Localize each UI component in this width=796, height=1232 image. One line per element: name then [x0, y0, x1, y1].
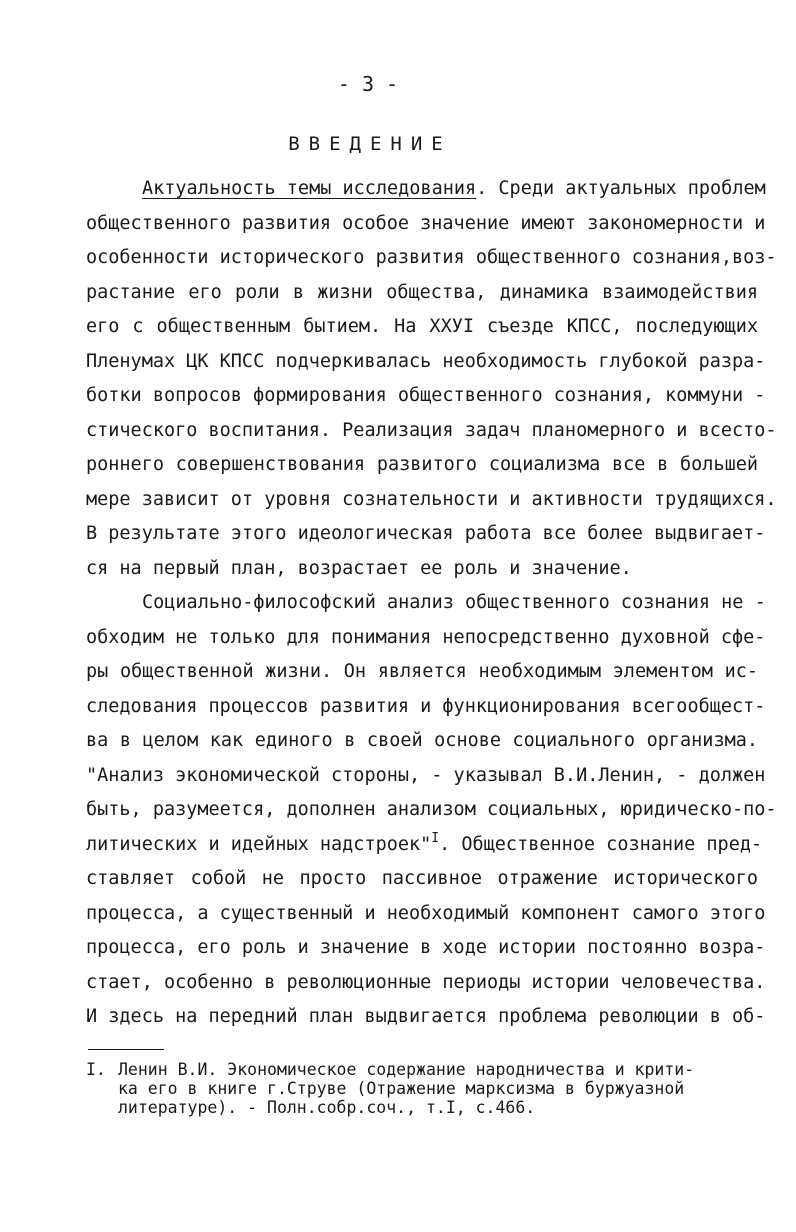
- text-line: ры общественной жизни. Он является необходимым элементом ис-: [86, 661, 758, 682]
- footnote-divider: [88, 1049, 164, 1050]
- text-fragment: литических и идейных надстроек": [86, 833, 432, 855]
- page-number: - 3 -: [337, 72, 399, 96]
- text-line: обходим не только для понимания непосредственно духовной сфе-: [86, 626, 766, 648]
- body-text: [86, 172, 777, 1035]
- text-line: ботки вопросов формирования общественного сознания, коммуни -: [86, 385, 766, 406]
- text-line: ся на первый план, возрастает ее роль и значение.: [86, 557, 632, 579]
- text-line: И здесь на передний план выдвигается проблема революции в об-: [86, 1006, 766, 1027]
- text-line: его с общественным бытием. На ХХУI съезде КПСС, последующих: [86, 316, 758, 337]
- footnote-row: [86, 1060, 758, 1117]
- footnote: [86, 1060, 758, 1117]
- text-line: мере зависит от уровня сознательности и активности трудящихся.: [86, 488, 777, 510]
- text-line: ва в целом как единого в своей основе социального организма.: [86, 730, 758, 751]
- paragraph-lead-underlined: Актуальность темы исследования: [142, 178, 477, 199]
- text-line: В результате этого идеологическая работа все более выдвигает-: [86, 523, 766, 544]
- footnote-text: [118, 1060, 758, 1117]
- text-line: процесса, а существенный и необходимый компонент самого этого: [86, 902, 766, 924]
- text-line: Социально-философский анализ общественного сознания не -: [142, 592, 766, 613]
- text-line: общественного развития особое значение имеют закономерности и: [86, 212, 766, 234]
- text-line: стического воспитания. Реализация задач планомерного и всесто-: [86, 419, 777, 441]
- text-line: стает, особенно в революционные периоды истории человечества.: [86, 971, 766, 993]
- footnote-line: ка его в книге г.Струве (Отражение марксизма в буржуазной: [118, 1079, 685, 1098]
- text-line: роннего совершенствования развитого социализма все в большей: [86, 454, 758, 475]
- text-line: [86, 828, 763, 863]
- footnote-marker: I.: [86, 1060, 106, 1079]
- text-line: быть, разумеется, дополнен анализом социальных, юридическо-по-: [86, 799, 777, 820]
- text-line: ставляет собой не просто пассивное отражение исторического: [86, 868, 758, 889]
- text-line: следования процессов развития и функционирования всегообщест-: [86, 695, 766, 717]
- footnote-line: Ленин В.И. Экономическое содержание народничества и крити-: [118, 1060, 695, 1079]
- text-line: растание его роли в жизни общества, динамика взаимодействия: [86, 281, 758, 303]
- text-line: процесса, его роль и значение в ходе истории постоянно возра-: [86, 937, 766, 958]
- section-heading: ВВЕДЕНИЕ: [288, 133, 452, 155]
- footnote-line: литературе). - Полн.собр.соч., т.I, с.466.: [118, 1098, 536, 1117]
- text-fragment: . Общественное сознание пред-: [439, 833, 763, 855]
- text-line: особенности исторического развития общественного сознания,воз-: [86, 247, 777, 268]
- text-line: [86, 172, 766, 207]
- text-line: "Анализ экономической стороны, - указывал В.И.Ленин, - должен: [86, 764, 766, 786]
- text-line: Пленумах ЦК КПСС подчеркивалась необходимость глубокой разра-: [86, 350, 766, 372]
- footnote-reference: I: [431, 830, 440, 846]
- text-fragment: . Среди актуальных проблем: [476, 178, 766, 199]
